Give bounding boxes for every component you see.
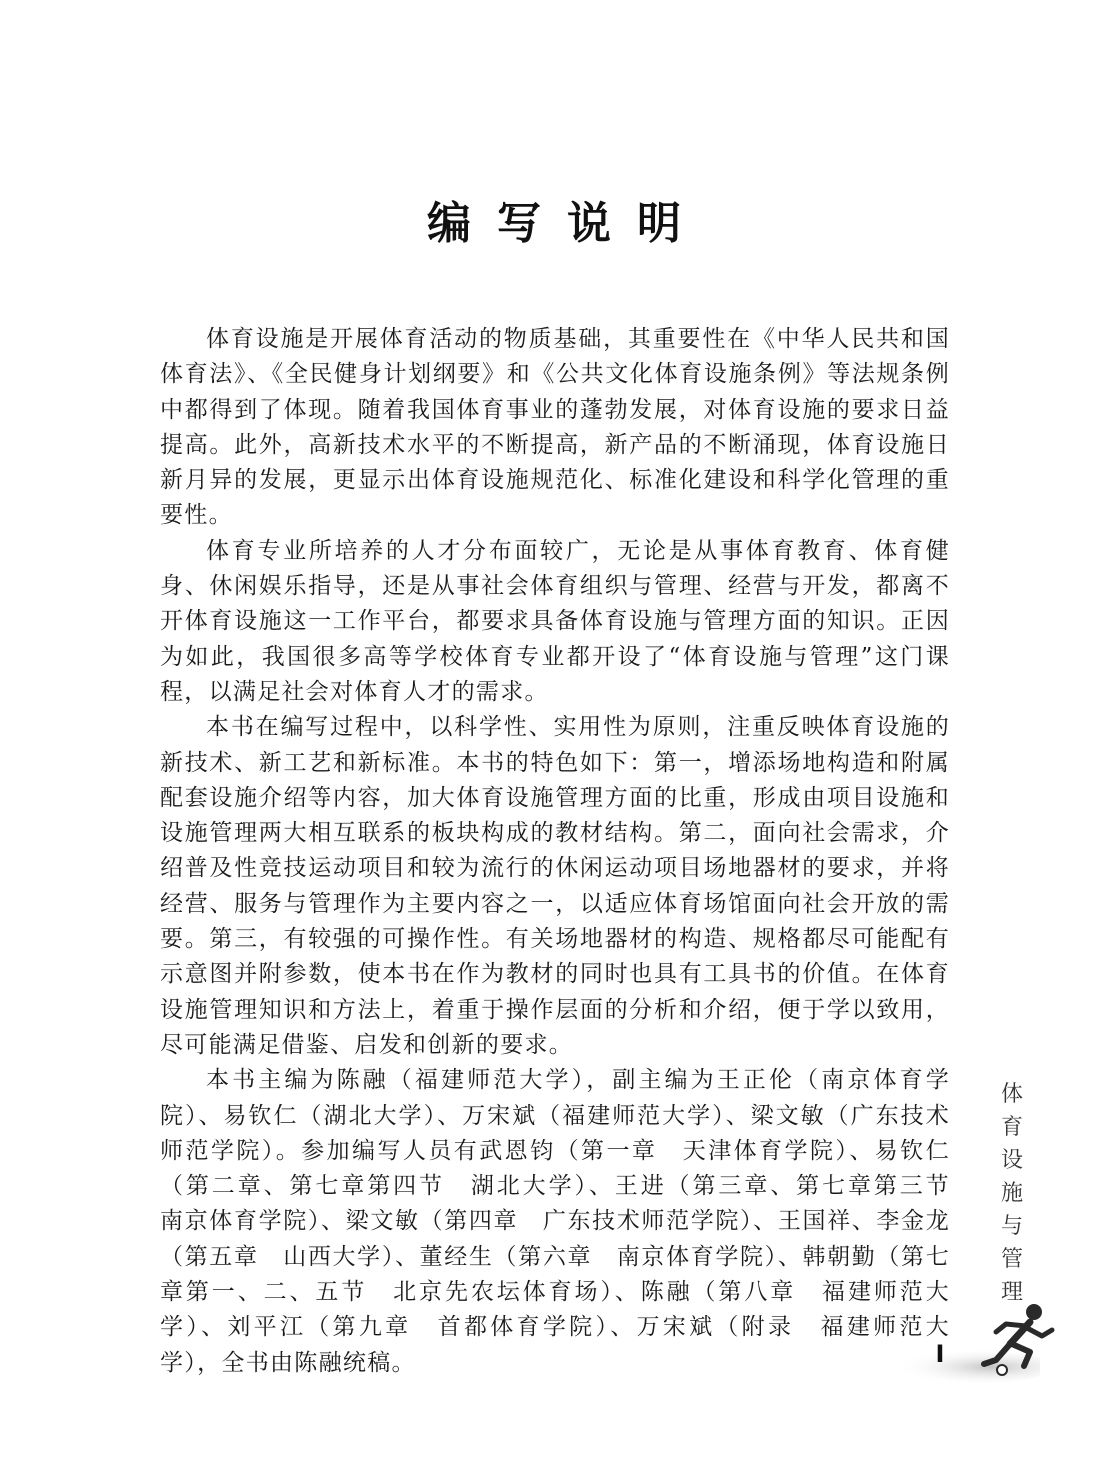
side-title-char: 体 xyxy=(1000,1082,1023,1107)
side-book-title xyxy=(994,1078,1030,1309)
page-number: I xyxy=(935,1340,945,1368)
page-title: 编写说明 xyxy=(427,198,707,249)
side-title-char: 施 xyxy=(1000,1181,1023,1206)
paragraph-4: 本书主编为陈融（福建师范大学），副主编为王正伦（南京体育学院）、易钦仁（湖北大学）、万宋斌（福建师范大学）、梁文敏（广东技术师范学院）。参加编写人员有武恩钧（第一章 天津体育学院）、易钦仁（第二章、第七章第四节 湖北大学）、王进（第三章、第七章第三节 南京体育学院）、梁文敏（第四章 广东技术师范学院）、王国祥、李金龙（第五章 山西大学）、董经生（第六章 南京体育学院）、韩朝勤（第七章第一、二、五节 北京先农坛体育场）、陈融（第八章 福建师范大学）、刘平江（第九章 首都体育学院）、万宋斌（附录 福建师范大学），全书由陈融统稿。 xyxy=(160,1067,975,1376)
side-title-char: 管 xyxy=(1000,1247,1023,1272)
side-title-char: 理 xyxy=(1000,1280,1023,1305)
side-title-char: 育 xyxy=(1000,1115,1023,1140)
paragraph-1: 体育设施是开展体育活动的物质基础，其重要性在《中华人民共和国体育法》、《全民健身计划纲要》和《公共文化体育设施条例》等法规条例中都得到了体现。随着我国体育事业的蓬勃发展，对体育设施的要求日益提高。此外，高新技术水平的不断提高，新产品的不断涌现，体育设施日新月异的发展，更显示出体育设施规范化、标准化建设和科学化管理的重要性。 xyxy=(160,326,950,529)
body-text xyxy=(160,322,975,1381)
runner-icon xyxy=(972,1300,1062,1380)
paragraph-3: 本书在编写过程中，以科学性、实用性为原则，注重反映体育设施的新技术、新工艺和新标准。本书的特色如下：第一，增添场地构造和附属配套设施介绍等内容，加大体育设施管理方面的比重，形成由项目设施和设施管理两大相互联系的板块构成的教材结构。第二，面向社会需求，介绍普及性竞技运动项目和较为流行的休闲运动项目场地器材的要求，并将经营、服务与管理作为主要内容之一，以适应体育场馆面向社会开放的需要。第三，有较强的可操作性。有关场地器材的构造、规格都尽可能配有示意图并附参数，使本书在作为教材的同时也具有工具书的价值。在体育设施管理知识和方法上，着重于操作层面的分析和介绍，便于学以致用，尽可能满足借鉴、启发和创新的要求。 xyxy=(160,714,950,1058)
side-title-char: 与 xyxy=(1000,1214,1023,1239)
paragraph-2: 体育专业所培养的人才分布面较广，无论是从事体育教育、体育健身、休闲娱乐指导，还是从事社会体育组织与管理、经营与开发，都离不开体育设施这一工作平台，都要求具备体育设施与管理方面的知识。正因为如此，我国很多高等学校体育专业都开设了“体育设施与管理”这门课程，以满足社会对体育人才的需求。 xyxy=(160,537,950,705)
side-title-char: 设 xyxy=(1000,1148,1023,1173)
